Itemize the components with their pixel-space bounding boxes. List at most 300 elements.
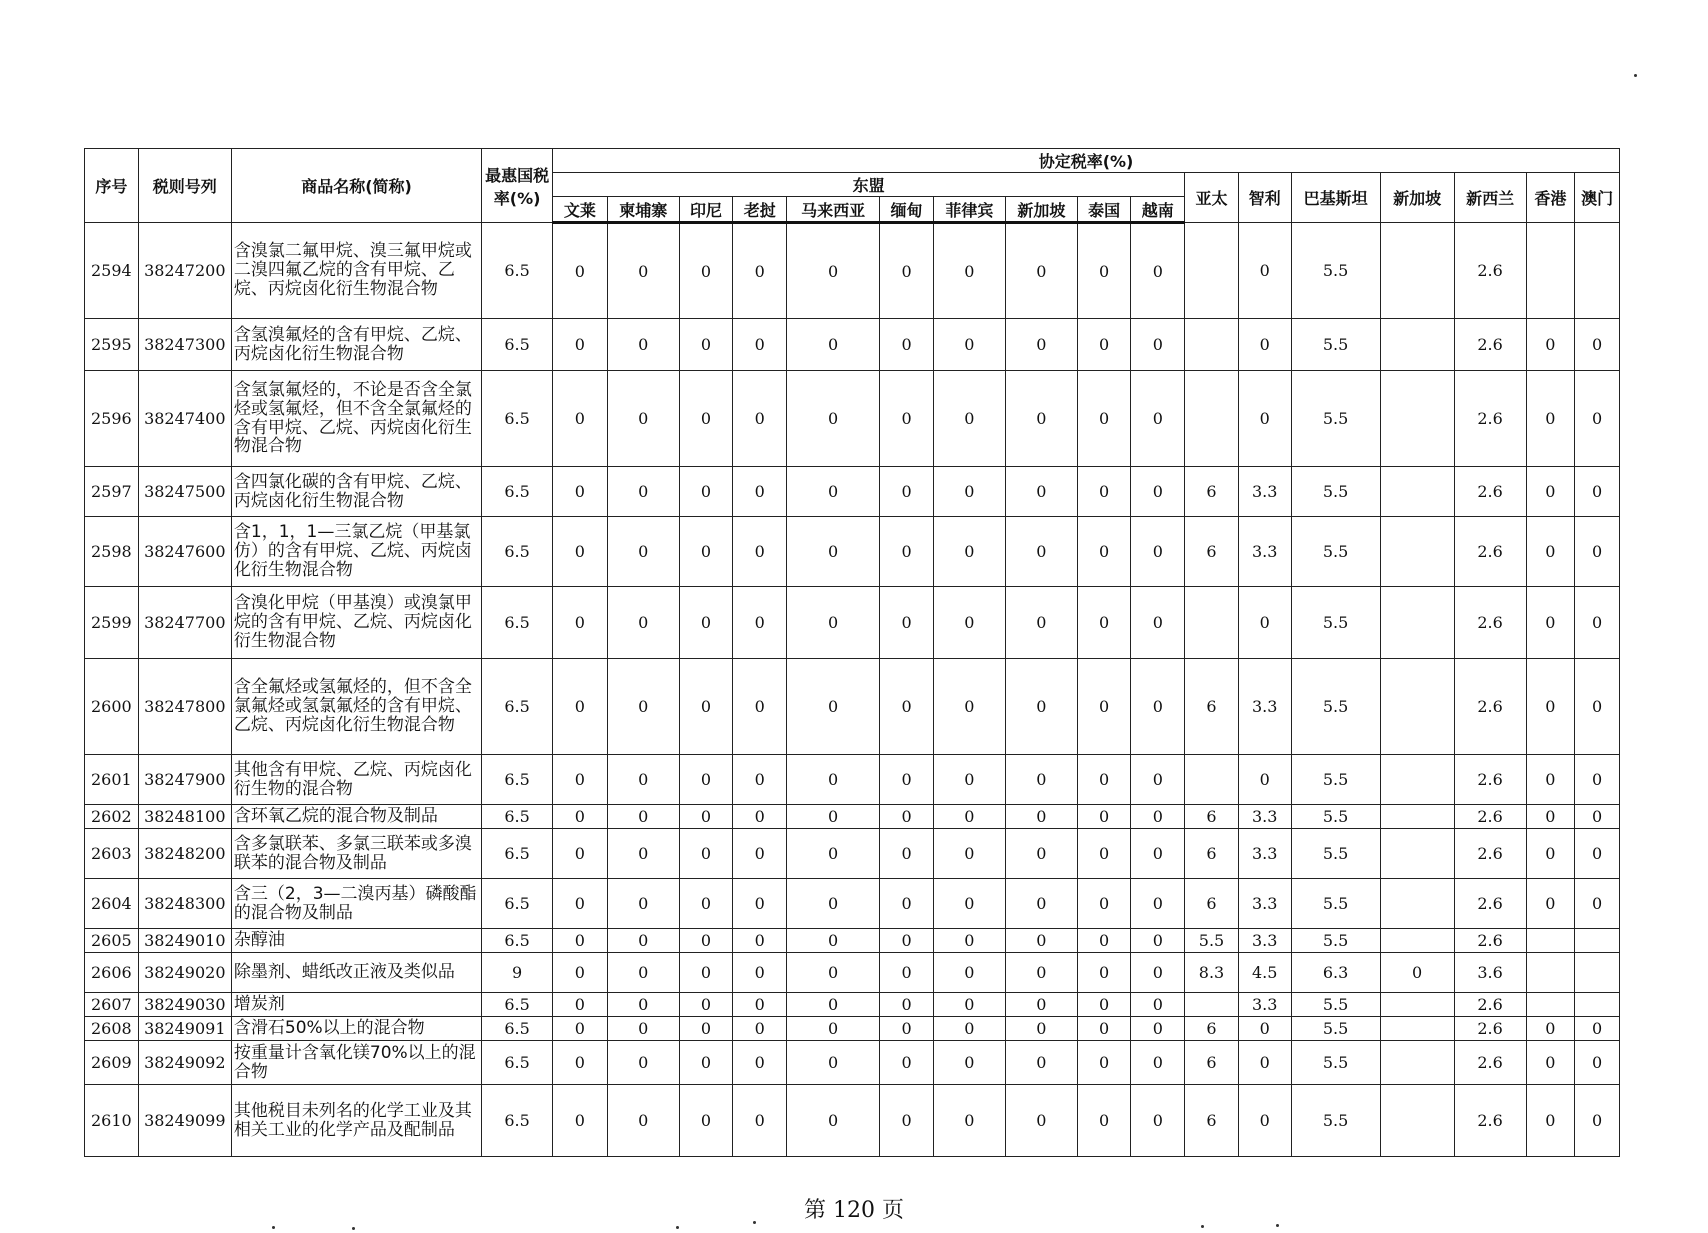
cell-asean-rate: 0 (1131, 517, 1185, 587)
header-name: 商品名称(简称) (231, 149, 481, 223)
cell-newzealand: 3.6 (1454, 953, 1526, 993)
cell-name: 按重量计含氧化镁70%以上的混合物 (231, 1041, 481, 1085)
cell-asean-rate: 0 (679, 755, 733, 805)
cell-asean-rate: 0 (553, 467, 608, 517)
cell-pakistan: 5.5 (1291, 1017, 1380, 1041)
cell-code: 38247900 (138, 755, 231, 805)
cell-singapore (1380, 1017, 1454, 1041)
cell-asean-rate: 0 (787, 1017, 880, 1041)
cell-asean-rate: 0 (733, 829, 787, 879)
cell-asean-rate: 0 (787, 805, 880, 829)
header-other: 亚太 (1185, 173, 1239, 223)
cell-seq: 2610 (85, 1085, 139, 1157)
cell-hongkong: 0 (1526, 587, 1575, 659)
header-asean-member: 文莱 (553, 197, 608, 223)
cell-newzealand: 2.6 (1454, 755, 1526, 805)
cell-asean-rate: 0 (607, 1041, 679, 1085)
cell-asean-rate: 0 (1077, 659, 1131, 755)
cell-yatai: 6 (1185, 659, 1239, 755)
header-agreement: 协定税率(%) (553, 149, 1620, 173)
cell-asean-rate: 0 (1131, 929, 1185, 953)
cell-asean-rate: 0 (679, 587, 733, 659)
cell-yatai: 6 (1185, 1041, 1239, 1085)
cell-asean-rate: 0 (553, 953, 608, 993)
cell-code: 38249091 (138, 1017, 231, 1041)
cell-asean-rate: 0 (933, 755, 1005, 805)
cell-asean-rate: 0 (607, 829, 679, 879)
header-seq: 序号 (85, 149, 139, 223)
cell-asean-rate: 0 (1005, 1085, 1077, 1157)
cell-asean-rate: 0 (679, 319, 733, 371)
cell-macao: 0 (1575, 755, 1620, 805)
cell-asean-rate: 0 (787, 993, 880, 1017)
cell-asean-rate: 0 (679, 805, 733, 829)
cell-name: 除墨剂、蜡纸改正液及类似品 (231, 953, 481, 993)
cell-asean-rate: 0 (733, 659, 787, 755)
cell-name: 杂醇油 (231, 929, 481, 953)
cell-hongkong: 0 (1526, 319, 1575, 371)
table-row (85, 755, 1620, 805)
cell-singapore (1380, 879, 1454, 929)
cell-pakistan: 5.5 (1291, 879, 1380, 929)
cell-asean-rate: 0 (1131, 993, 1185, 1017)
cell-name: 含溴氯二氟甲烷、溴三氟甲烷或二溴四氟乙烷的含有甲烷、乙烷、丙烷卤化衍生物混合物 (231, 223, 481, 319)
cell-singapore (1380, 371, 1454, 467)
cell-macao (1575, 953, 1620, 993)
cell-pakistan: 5.5 (1291, 587, 1380, 659)
cell-asean-rate: 0 (933, 829, 1005, 879)
cell-singapore (1380, 587, 1454, 659)
cell-asean-rate: 0 (679, 1085, 733, 1157)
cell-newzealand: 2.6 (1454, 929, 1526, 953)
cell-asean-rate: 0 (733, 1017, 787, 1041)
cell-chile: 0 (1238, 1041, 1291, 1085)
cell-asean-rate: 0 (553, 929, 608, 953)
cell-name: 增炭剂 (231, 993, 481, 1017)
scan-speck (1276, 1224, 1279, 1227)
header-other: 新加坡 (1380, 173, 1454, 223)
cell-asean-rate: 0 (679, 659, 733, 755)
cell-yatai: 6 (1185, 829, 1239, 879)
table-row (85, 1041, 1620, 1085)
cell-asean-rate: 0 (733, 1085, 787, 1157)
cell-seq: 2599 (85, 587, 139, 659)
cell-seq: 2607 (85, 993, 139, 1017)
cell-seq: 2596 (85, 371, 139, 467)
cell-asean-rate: 0 (880, 587, 934, 659)
cell-newzealand: 2.6 (1454, 467, 1526, 517)
cell-mfn: 6.5 (482, 659, 553, 755)
cell-newzealand: 2.6 (1454, 805, 1526, 829)
cell-asean-rate: 0 (553, 659, 608, 755)
cell-asean-rate: 0 (733, 879, 787, 929)
cell-asean-rate: 0 (607, 1085, 679, 1157)
table-row (85, 587, 1620, 659)
cell-asean-rate: 0 (933, 993, 1005, 1017)
cell-chile: 0 (1238, 755, 1291, 805)
cell-yatai (1185, 319, 1239, 371)
cell-asean-rate: 0 (733, 953, 787, 993)
cell-asean-rate: 0 (787, 659, 880, 755)
cell-singapore (1380, 467, 1454, 517)
cell-chile: 0 (1238, 1017, 1291, 1041)
cell-mfn: 6.5 (482, 755, 553, 805)
cell-asean-rate: 0 (933, 587, 1005, 659)
cell-asean-rate: 0 (1077, 993, 1131, 1017)
cell-newzealand: 2.6 (1454, 829, 1526, 879)
cell-asean-rate: 0 (733, 223, 787, 319)
header-asean-member: 泰国 (1077, 197, 1131, 223)
cell-yatai: 6 (1185, 1017, 1239, 1041)
cell-asean-rate: 0 (1131, 467, 1185, 517)
cell-asean-rate: 0 (1077, 1017, 1131, 1041)
cell-singapore (1380, 319, 1454, 371)
cell-asean-rate: 0 (880, 659, 934, 755)
cell-asean-rate: 0 (933, 953, 1005, 993)
cell-asean-rate: 0 (679, 829, 733, 879)
table-row (85, 517, 1620, 587)
cell-chile: 3.3 (1238, 829, 1291, 879)
cell-asean-rate: 0 (553, 1017, 608, 1041)
cell-asean-rate: 0 (787, 319, 880, 371)
scan-speck (1634, 74, 1637, 77)
cell-asean-rate: 0 (1005, 953, 1077, 993)
cell-asean-rate: 0 (880, 1041, 934, 1085)
cell-asean-rate: 0 (933, 319, 1005, 371)
cell-macao: 0 (1575, 659, 1620, 755)
cell-chile: 3.3 (1238, 467, 1291, 517)
table-row (85, 879, 1620, 929)
cell-yatai: 6 (1185, 1085, 1239, 1157)
cell-hongkong: 0 (1526, 1041, 1575, 1085)
cell-asean-rate: 0 (1077, 1041, 1131, 1085)
cell-asean-rate: 0 (553, 223, 608, 319)
cell-asean-rate: 0 (933, 659, 1005, 755)
tariff-table-container (84, 148, 1620, 1157)
cell-asean-rate: 0 (607, 319, 679, 371)
cell-asean-rate: 0 (607, 755, 679, 805)
cell-asean-rate: 0 (787, 755, 880, 805)
cell-singapore (1380, 517, 1454, 587)
cell-code: 38247400 (138, 371, 231, 467)
scan-speck (753, 1221, 756, 1224)
cell-singapore (1380, 993, 1454, 1017)
table-row (85, 953, 1620, 993)
cell-yatai (1185, 993, 1239, 1017)
cell-pakistan: 5.5 (1291, 993, 1380, 1017)
cell-asean-rate: 0 (787, 879, 880, 929)
header-asean-member: 老挝 (733, 197, 787, 223)
cell-singapore (1380, 805, 1454, 829)
cell-chile: 3.3 (1238, 879, 1291, 929)
cell-asean-rate: 0 (880, 371, 934, 467)
cell-asean-rate: 0 (787, 517, 880, 587)
table-row (85, 659, 1620, 755)
cell-yatai (1185, 755, 1239, 805)
cell-seq: 2597 (85, 467, 139, 517)
cell-asean-rate: 0 (679, 517, 733, 587)
header-asean-member: 马来西亚 (787, 197, 880, 223)
cell-asean-rate: 0 (933, 1041, 1005, 1085)
table-row (85, 929, 1620, 953)
cell-yatai: 6 (1185, 805, 1239, 829)
cell-name: 含溴化甲烷（甲基溴）或溴氯甲烷的含有甲烷、乙烷、丙烷卤化衍生物混合物 (231, 587, 481, 659)
cell-pakistan: 5.5 (1291, 319, 1380, 371)
cell-asean-rate: 0 (787, 1085, 880, 1157)
cell-pakistan: 5.5 (1291, 517, 1380, 587)
cell-hongkong: 0 (1526, 1085, 1575, 1157)
cell-asean-rate: 0 (553, 805, 608, 829)
cell-newzealand: 2.6 (1454, 223, 1526, 319)
cell-seq: 2601 (85, 755, 139, 805)
table-row (85, 467, 1620, 517)
header-other: 澳门 (1575, 173, 1620, 223)
cell-pakistan: 5.5 (1291, 1085, 1380, 1157)
cell-yatai (1185, 223, 1239, 319)
cell-mfn: 6.5 (482, 879, 553, 929)
cell-asean-rate: 0 (1005, 319, 1077, 371)
header-asean-member: 印尼 (679, 197, 733, 223)
cell-pakistan: 5.5 (1291, 659, 1380, 755)
cell-chile: 0 (1238, 371, 1291, 467)
cell-asean-rate: 0 (553, 1041, 608, 1085)
cell-newzealand: 2.6 (1454, 993, 1526, 1017)
cell-yatai: 8.3 (1185, 953, 1239, 993)
cell-newzealand: 2.6 (1454, 319, 1526, 371)
cell-asean-rate: 0 (679, 1017, 733, 1041)
cell-asean-rate: 0 (880, 953, 934, 993)
cell-asean-rate: 0 (933, 1085, 1005, 1157)
header-asean-member: 新加坡 (1005, 197, 1077, 223)
cell-asean-rate: 0 (880, 319, 934, 371)
cell-singapore (1380, 829, 1454, 879)
header-other: 新西兰 (1454, 173, 1526, 223)
cell-yatai (1185, 587, 1239, 659)
cell-asean-rate: 0 (1077, 805, 1131, 829)
cell-asean-rate: 0 (1005, 993, 1077, 1017)
cell-asean-rate: 0 (1077, 879, 1131, 929)
cell-chile: 4.5 (1238, 953, 1291, 993)
header-asean-member: 越南 (1131, 197, 1185, 223)
cell-asean-rate: 0 (1077, 371, 1131, 467)
header-other: 巴基斯坦 (1291, 173, 1380, 223)
cell-asean-rate: 0 (1005, 755, 1077, 805)
cell-asean-rate: 0 (787, 587, 880, 659)
cell-asean-rate: 0 (1131, 755, 1185, 805)
cell-asean-rate: 0 (1131, 587, 1185, 659)
cell-asean-rate: 0 (679, 467, 733, 517)
cell-macao: 0 (1575, 1017, 1620, 1041)
cell-asean-rate: 0 (1005, 805, 1077, 829)
cell-asean-rate: 0 (733, 517, 787, 587)
cell-asean-rate: 0 (607, 879, 679, 929)
cell-asean-rate: 0 (1005, 929, 1077, 953)
cell-asean-rate: 0 (733, 805, 787, 829)
header-other: 智利 (1238, 173, 1291, 223)
cell-asean-rate: 0 (1005, 223, 1077, 319)
scan-speck (1201, 1225, 1204, 1228)
cell-macao: 0 (1575, 805, 1620, 829)
cell-macao: 0 (1575, 879, 1620, 929)
cell-asean-rate: 0 (553, 829, 608, 879)
cell-code: 38247700 (138, 587, 231, 659)
cell-asean-rate: 0 (1077, 1085, 1131, 1157)
cell-yatai: 5.5 (1185, 929, 1239, 953)
cell-mfn: 6.5 (482, 805, 553, 829)
cell-hongkong: 0 (1526, 517, 1575, 587)
cell-asean-rate: 0 (933, 467, 1005, 517)
cell-asean-rate: 0 (607, 993, 679, 1017)
cell-hongkong (1526, 953, 1575, 993)
cell-asean-rate: 0 (553, 755, 608, 805)
cell-asean-rate: 0 (880, 467, 934, 517)
cell-asean-rate: 0 (733, 319, 787, 371)
cell-asean-rate: 0 (933, 371, 1005, 467)
cell-asean-rate: 0 (679, 879, 733, 929)
table-header (85, 149, 1620, 223)
scan-speck (352, 1227, 355, 1230)
cell-asean-rate: 0 (787, 1041, 880, 1085)
cell-asean-rate: 0 (1077, 223, 1131, 319)
cell-pakistan: 5.5 (1291, 805, 1380, 829)
cell-asean-rate: 0 (787, 829, 880, 879)
cell-asean-rate: 0 (553, 517, 608, 587)
cell-asean-rate: 0 (679, 993, 733, 1017)
cell-hongkong: 0 (1526, 467, 1575, 517)
cell-newzealand: 2.6 (1454, 1085, 1526, 1157)
cell-macao: 0 (1575, 1085, 1620, 1157)
cell-mfn: 6.5 (482, 929, 553, 953)
cell-newzealand: 2.6 (1454, 879, 1526, 929)
cell-macao: 0 (1575, 829, 1620, 879)
cell-asean-rate: 0 (880, 1017, 934, 1041)
cell-asean-rate: 0 (607, 517, 679, 587)
cell-seq: 2603 (85, 829, 139, 879)
cell-asean-rate: 0 (733, 993, 787, 1017)
cell-asean-rate: 0 (733, 929, 787, 953)
cell-mfn: 6.5 (482, 467, 553, 517)
cell-chile: 3.3 (1238, 805, 1291, 829)
cell-asean-rate: 0 (1005, 829, 1077, 879)
cell-pakistan: 5.5 (1291, 1041, 1380, 1085)
cell-pakistan: 5.5 (1291, 371, 1380, 467)
cell-name: 其他税目未列名的化学工业及其相关工业的化学产品及配制品 (231, 1085, 481, 1157)
cell-asean-rate: 0 (607, 929, 679, 953)
cell-seq: 2605 (85, 929, 139, 953)
cell-hongkong: 0 (1526, 659, 1575, 755)
cell-asean-rate: 0 (553, 319, 608, 371)
cell-asean-rate: 0 (787, 371, 880, 467)
table-row (85, 805, 1620, 829)
cell-macao: 0 (1575, 517, 1620, 587)
cell-chile: 0 (1238, 1085, 1291, 1157)
cell-asean-rate: 0 (880, 1085, 934, 1157)
header-code: 税则号列 (138, 149, 231, 223)
cell-asean-rate: 0 (880, 929, 934, 953)
cell-asean-rate: 0 (679, 1041, 733, 1085)
cell-newzealand: 2.6 (1454, 587, 1526, 659)
cell-asean-rate: 0 (1077, 587, 1131, 659)
cell-seq: 2608 (85, 1017, 139, 1041)
cell-hongkong (1526, 223, 1575, 319)
cell-asean-rate: 0 (933, 517, 1005, 587)
cell-asean-rate: 0 (1131, 371, 1185, 467)
cell-macao (1575, 993, 1620, 1017)
table-row (85, 1085, 1620, 1157)
table-row (85, 371, 1620, 467)
cell-asean-rate: 0 (1131, 319, 1185, 371)
cell-asean-rate: 0 (607, 659, 679, 755)
cell-asean-rate: 0 (1005, 587, 1077, 659)
cell-code: 38248100 (138, 805, 231, 829)
cell-newzealand: 2.6 (1454, 371, 1526, 467)
cell-name: 含环氧乙烷的混合物及制品 (231, 805, 481, 829)
cell-asean-rate: 0 (1077, 953, 1131, 993)
cell-asean-rate: 0 (607, 953, 679, 993)
cell-asean-rate: 0 (553, 879, 608, 929)
cell-asean-rate: 0 (1005, 659, 1077, 755)
cell-name: 含三（2，3—二溴丙基）磷酸酯的混合物及制品 (231, 879, 481, 929)
cell-asean-rate: 0 (1131, 953, 1185, 993)
cell-asean-rate: 0 (880, 223, 934, 319)
cell-asean-rate: 0 (933, 879, 1005, 929)
tariff-table (84, 148, 1620, 1157)
header-asean-member: 菲律宾 (933, 197, 1005, 223)
cell-mfn: 6.5 (482, 1041, 553, 1085)
cell-mfn: 9 (482, 953, 553, 993)
cell-hongkong: 0 (1526, 879, 1575, 929)
cell-asean-rate: 0 (679, 953, 733, 993)
cell-yatai (1185, 371, 1239, 467)
cell-name: 含四氯化碳的含有甲烷、乙烷、丙烷卤化衍生物混合物 (231, 467, 481, 517)
header-asean: 东盟 (553, 173, 1185, 197)
scan-speck (676, 1226, 679, 1229)
cell-asean-rate: 0 (933, 805, 1005, 829)
page-number: 第 120 页 (804, 1198, 904, 1223)
cell-code: 38247300 (138, 319, 231, 371)
header-asean-member: 缅甸 (880, 197, 934, 223)
cell-chile: 3.3 (1238, 517, 1291, 587)
cell-asean-rate: 0 (933, 929, 1005, 953)
cell-pakistan: 5.5 (1291, 223, 1380, 319)
cell-asean-rate: 0 (1077, 467, 1131, 517)
cell-hongkong: 0 (1526, 1017, 1575, 1041)
cell-asean-rate: 0 (1131, 1085, 1185, 1157)
cell-singapore (1380, 755, 1454, 805)
cell-seq: 2604 (85, 879, 139, 929)
cell-seq: 2602 (85, 805, 139, 829)
cell-newzealand: 2.6 (1454, 517, 1526, 587)
cell-newzealand: 2.6 (1454, 1041, 1526, 1085)
cell-chile: 0 (1238, 223, 1291, 319)
cell-asean-rate: 0 (553, 587, 608, 659)
cell-macao: 0 (1575, 467, 1620, 517)
cell-code: 38248300 (138, 879, 231, 929)
cell-asean-rate: 0 (787, 467, 880, 517)
cell-asean-rate: 0 (607, 1017, 679, 1041)
cell-chile: 3.3 (1238, 659, 1291, 755)
cell-asean-rate: 0 (1131, 805, 1185, 829)
cell-singapore (1380, 929, 1454, 953)
cell-name: 含氢溴氟烃的含有甲烷、乙烷、丙烷卤化衍生物混合物 (231, 319, 481, 371)
cell-asean-rate: 0 (679, 223, 733, 319)
cell-asean-rate: 0 (1131, 223, 1185, 319)
table-row (85, 223, 1620, 319)
cell-singapore (1380, 659, 1454, 755)
cell-pakistan: 5.5 (1291, 755, 1380, 805)
cell-asean-rate: 0 (1077, 319, 1131, 371)
cell-yatai: 6 (1185, 879, 1239, 929)
